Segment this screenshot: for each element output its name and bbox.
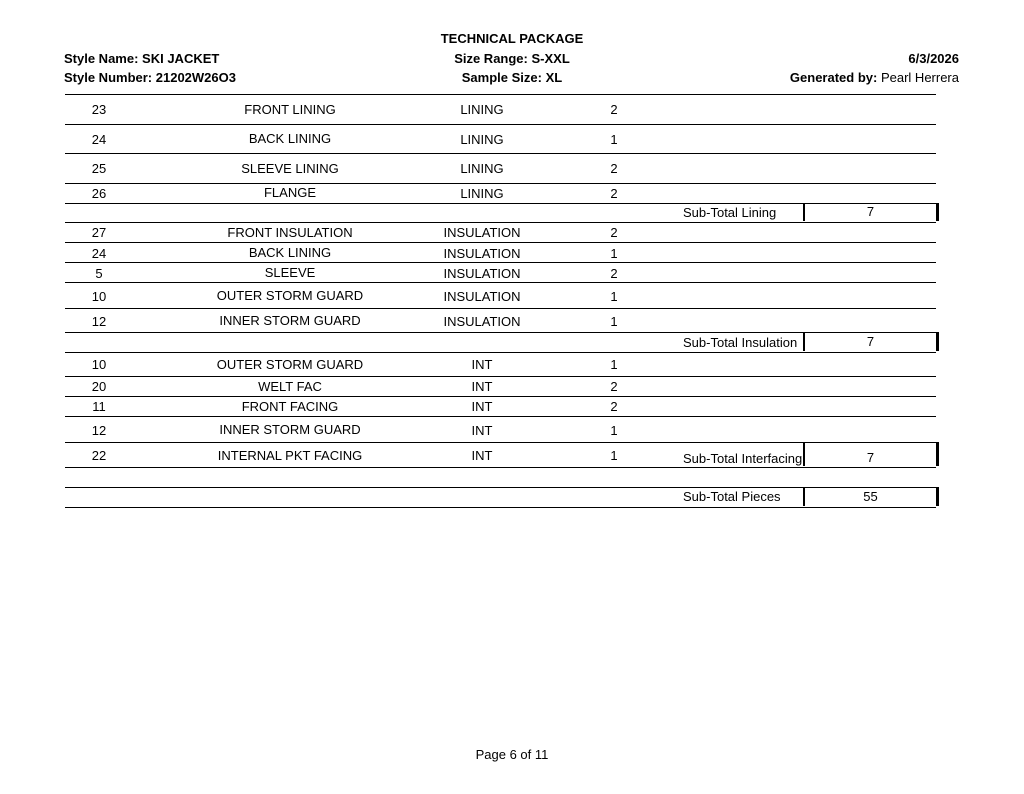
piece-type: LINING <box>460 102 504 117</box>
piece-quantity: 1 <box>610 448 618 463</box>
piece-quantity: 2 <box>610 266 618 281</box>
table-rule <box>65 282 936 283</box>
piece-number: 5 <box>95 266 103 281</box>
piece-name: FRONT LINING <box>244 102 336 117</box>
piece-name: OUTER STORM GUARD <box>216 357 364 372</box>
table-rule <box>65 124 936 125</box>
size-range <box>0 51 1024 67</box>
piece-name: WELT FAC <box>258 379 322 394</box>
piece-quantity: 1 <box>610 132 618 147</box>
piece-quantity: 2 <box>610 186 618 201</box>
piece-quantity: 2 <box>610 379 618 394</box>
piece-name: BACK LINING <box>248 131 332 146</box>
piece-name: INNER STORM GUARD <box>219 313 361 328</box>
piece-number: 10 <box>91 289 107 304</box>
generated-by: Generated by: Pearl Herrera <box>789 70 959 85</box>
piece-name: BACK LINING <box>248 245 332 260</box>
piece-type: INSULATION <box>443 266 521 281</box>
piece-type: LINING <box>460 132 504 147</box>
subtotal-value: 7 <box>803 332 939 351</box>
piece-type: INSULATION <box>443 314 521 329</box>
size-range-value: S-XXL <box>531 51 570 66</box>
generated-by-value: Pearl Herrera <box>880 70 959 85</box>
piece-number: 25 <box>91 161 107 176</box>
piece-number: 11 <box>92 399 106 414</box>
piece-number: 24 <box>91 246 107 261</box>
table-rule <box>65 352 936 353</box>
style-name-label: Style Name: <box>64 51 139 66</box>
document-title: TECHNICAL PACKAGE <box>440 31 584 46</box>
table-rule <box>65 308 936 309</box>
piece-quantity: 2 <box>610 161 618 176</box>
table-rule <box>65 467 936 468</box>
size-range-label: Size Range: <box>454 51 528 66</box>
style-number-value: 21202W26O3 <box>155 70 236 85</box>
table-rule <box>65 94 936 95</box>
subtotal-label: Sub-Total Lining <box>683 205 777 220</box>
piece-quantity: 2 <box>610 225 618 240</box>
table-rule <box>65 222 936 223</box>
piece-name: FRONT INSULATION <box>227 225 353 240</box>
piece-quantity: 2 <box>610 102 618 117</box>
piece-type: INSULATION <box>443 246 521 261</box>
page-number: Page 6 of 11 <box>475 747 549 762</box>
piece-type: INT <box>471 379 493 394</box>
piece-quantity: 1 <box>610 423 618 438</box>
piece-name: INTERNAL PKT FACING <box>217 448 363 463</box>
piece-name: SLEEVE <box>264 265 316 280</box>
piece-quantity: 1 <box>610 289 618 304</box>
piece-name: FLANGE <box>263 185 316 200</box>
piece-number: 24 <box>91 132 107 147</box>
piece-type: INT <box>471 448 493 463</box>
subtotal-label: Sub-Total Interfacing <box>683 451 803 466</box>
table-rule <box>65 153 936 154</box>
table-rule <box>65 242 936 243</box>
piece-type: LINING <box>460 161 504 176</box>
subtotal-value: 7 <box>803 442 939 466</box>
piece-number: 27 <box>91 225 107 240</box>
table-rule <box>65 507 936 508</box>
piece-type: LINING <box>460 186 504 201</box>
piece-number: 12 <box>91 314 107 329</box>
piece-name: FRONT FACING <box>241 399 339 414</box>
subtotal-value: 7 <box>803 203 939 221</box>
piece-number: 22 <box>91 448 107 463</box>
subtotal-label: Sub-Total Pieces <box>683 489 781 504</box>
piece-name: INNER STORM GUARD <box>219 422 361 437</box>
piece-number: 12 <box>91 423 107 438</box>
table-rule <box>65 376 936 377</box>
piece-type: INT <box>471 423 493 438</box>
style-number-label: Style Number: <box>64 70 153 85</box>
piece-quantity: 1 <box>610 314 618 329</box>
piece-number: 26 <box>91 186 107 201</box>
piece-type: INSULATION <box>443 225 521 240</box>
piece-number: 20 <box>91 379 107 394</box>
generated-by-label: Generated by <box>789 70 873 85</box>
sample-size-value: XL <box>545 70 563 85</box>
piece-type: INSULATION <box>443 289 521 304</box>
sample-size-label: Sample Size: <box>461 70 542 85</box>
piece-number: 10 <box>91 357 107 372</box>
piece-number: 23 <box>91 102 107 117</box>
subtotal-value: 55 <box>803 487 939 506</box>
piece-name: OUTER STORM GUARD <box>216 288 364 303</box>
piece-type: INT <box>471 357 493 372</box>
subtotal-label: Sub-Total Insulation <box>683 335 798 350</box>
piece-quantity: 2 <box>610 399 618 414</box>
table-rule <box>65 416 936 417</box>
piece-name: SLEEVE LINING <box>241 161 339 176</box>
table-rule <box>65 183 936 184</box>
table-rule <box>65 396 936 397</box>
document-date: 6/3/2026 <box>908 51 959 66</box>
piece-quantity: 1 <box>610 357 618 372</box>
piece-type: INT <box>471 399 493 414</box>
piece-quantity: 1 <box>610 246 618 261</box>
style-name-value: SKI JACKET <box>142 51 220 66</box>
table-rule <box>65 262 936 263</box>
